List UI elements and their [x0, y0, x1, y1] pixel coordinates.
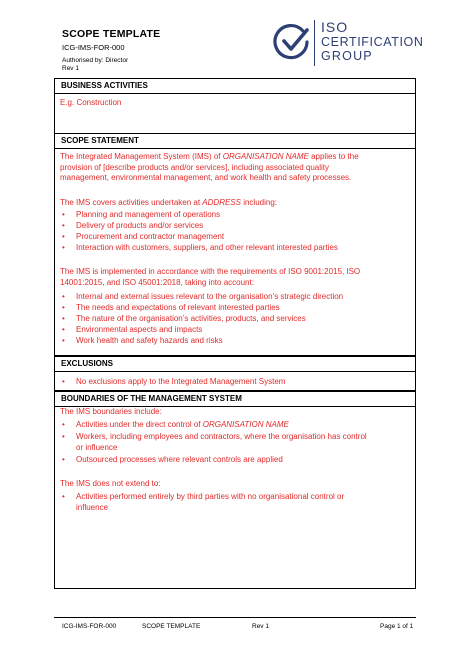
boundaries-heading: BOUNDARIES OF THE MANAGEMENT SYSTEM — [61, 394, 242, 403]
scope-impl-line-1: The IMS is implemented in accordance with the requirements of ISO 9001:2015, ISO — [60, 267, 361, 276]
list-item: • Work health and safety hazards and risks — [62, 336, 223, 345]
logo-line-1: ISO — [321, 19, 349, 35]
list-item: • Environmental aspects and impacts — [62, 325, 203, 334]
list-item: • Activities under the direct control of ORGANISATION NAME — [62, 420, 289, 429]
scope-covers-a: The IMS covers activities undertaken at — [60, 198, 203, 207]
business-activities-header — [55, 78, 415, 94]
logo-line-2: CERTIFICATION — [321, 34, 424, 49]
list-item: • Interaction with customers, suppliers, and other relevant interested parties — [62, 243, 338, 252]
list-item: • No exclusions apply to the Integrated Management System — [62, 377, 286, 386]
scope-statement-header — [55, 133, 415, 149]
document-header — [62, 28, 160, 72]
revision: Rev 1 — [62, 65, 79, 72]
list-item: • Outsourced processes where relevant controls are applied — [62, 455, 283, 464]
document-title: SCOPE TEMPLATE — [62, 28, 161, 40]
scope-covers — [60, 198, 410, 209]
scope-implementation — [60, 267, 410, 288]
footer-divider — [54, 617, 416, 618]
list-item: • The nature of the organisation’s activities, products, and services — [62, 314, 306, 323]
boundaries-not-intro: The IMS does not extend to: — [60, 479, 161, 488]
document-code: ICG-IMS-FOR-000 — [62, 43, 125, 52]
business-activities-heading: BUSINESS ACTIVITIES — [61, 81, 148, 90]
boundaries-header — [55, 391, 415, 407]
exclusions-heading: EXCLUSIONS — [61, 359, 114, 368]
address-placeholder: ADDRESS — [202, 198, 241, 207]
logo-divider — [314, 20, 315, 66]
list-item: • Internal and external issues relevant to the organisation’s strategic direction — [62, 292, 344, 301]
scope-statement-heading: SCOPE STATEMENT — [61, 136, 139, 145]
scope-intro-b: applies to the — [308, 152, 359, 161]
boundaries-include-intro: The IMS boundaries include: — [60, 407, 162, 416]
list-item: • Activities performed entirely by third parties with no organisational control or influence — [62, 492, 345, 512]
org-name-placeholder: ORGANISATION NAME — [202, 420, 289, 429]
list-item: • Planning and management of operations — [62, 210, 221, 219]
company-logo — [272, 18, 422, 68]
list-item: • The needs and expectations of relevant interested parties — [62, 303, 280, 312]
scope-intro-a: The Integrated Management System (IMS) of — [60, 152, 223, 161]
scope-covers-b: including: — [240, 198, 278, 207]
list-item: • Procurement and contractor management — [62, 232, 225, 241]
footer-title: SCOPE TEMPLATE — [142, 623, 201, 630]
business-activities-text: E.g. Construction — [60, 98, 122, 107]
scope-intro-line-2: provision of [describe products and/or services], including associated quality — [60, 162, 330, 172]
authorised-by: Authorised by: Director — [62, 57, 129, 64]
org-name-placeholder: ORGANISATION NAME — [222, 152, 309, 161]
logo-line-3: GROUP — [321, 49, 373, 63]
scope-impl-line-2: 14001:2015, and ISO 45001:2018, taking into account: — [60, 277, 254, 287]
footer-page-number: Page 1 of 1 — [380, 623, 414, 630]
scope-intro — [60, 152, 410, 184]
exclusions-header — [55, 356, 415, 372]
checkmark-circle-icon — [272, 22, 312, 62]
footer-code: ICG-IMS-FOR-000 — [62, 623, 117, 630]
list-item: • Delivery of products and/or services — [62, 221, 204, 230]
list-item: • Workers, including employees and contractors, where the organisation has control or influence — [62, 432, 367, 452]
footer-revision: Rev 1 — [252, 623, 269, 630]
scope-intro-line-3: management, environmental management, and work health and safety processes. — [60, 173, 352, 182]
logo-text — [321, 20, 423, 64]
